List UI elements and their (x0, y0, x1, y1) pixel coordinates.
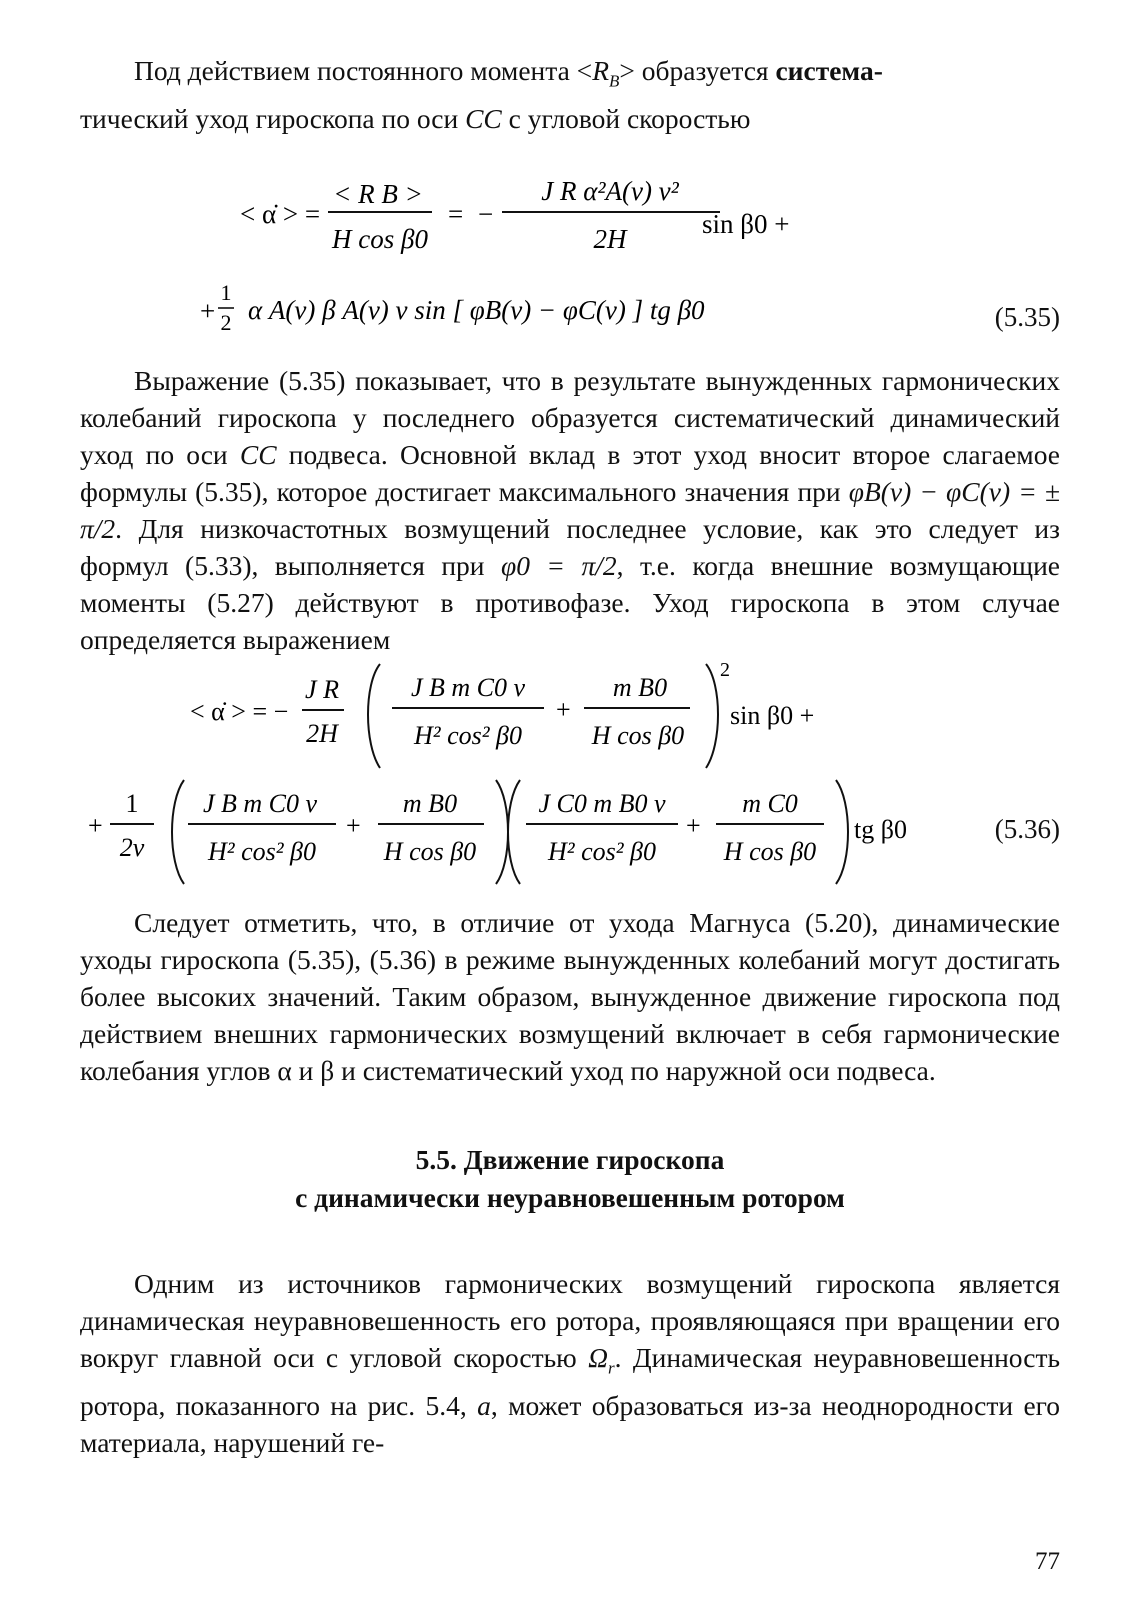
eq36-t2-den: H cos β0 (591, 721, 685, 750)
eq35-half-num: 1 (220, 280, 232, 305)
eq35-frac2-den: 2H (593, 224, 627, 254)
eq36-t2b-num: m B0 (402, 789, 458, 818)
eq36-tg-term: tg β0 (854, 815, 907, 844)
equation-number-5-36: (5.36) (994, 814, 1060, 844)
eq35-lhs: < α̇ > = (240, 199, 321, 229)
eq36-t1-num: J B m C0 ν (410, 673, 526, 702)
eq36-pow: 2 (720, 659, 730, 681)
eq36-plus-1: + (556, 695, 571, 724)
equation-number-5-35: (5.35) (994, 302, 1060, 332)
eq36-coef-num: J R (305, 675, 339, 704)
eq35-line2-prefix: + (200, 296, 216, 326)
paragraph-intro: Под действием постоянного момента $<R_B>$ образуется система- тический уход гироскопа по оси CC с угловой скоростью (80, 55, 883, 134)
equation-5-36 (80, 658, 1060, 898)
eq36-t1b-den: H² cos² β0 (208, 837, 316, 866)
section-heading (80, 1141, 1060, 1217)
eq36-l2-coef-den: 2ν (119, 833, 145, 862)
eq35-frac1-num: < R B > (333, 179, 423, 209)
eq35-minus: − (478, 199, 494, 229)
section-heading-line1: 5.5. Движение гироскопа (415, 1144, 725, 1175)
eq36-t2b-den: H cos β0 (383, 837, 477, 866)
equation-5-35 (80, 126, 1060, 332)
eq35-line2-body: α A(ν) β A(ν) ν sin [ φB(ν) − φC(ν) ] tg β0 (248, 295, 705, 325)
eq36-sin-term: sin β0 + (730, 701, 815, 730)
paragraph-unbalance: Одним из источников гармонических возмущений гироскопа является динамическая неуравновешенность его ротора, проявляющаяся при вращении его вокруг главной оси с угловой скоростью $\Omega_r$. Динамическая неуравновешенность ротора, показанного на рис. 5.4, а, может образоваться из-за неоднородности его материала, нарушений ге- (80, 1268, 1060, 1458)
eq36-lhs: < α̇ > = − (190, 697, 289, 726)
eq36-t1-den: H² cos² β0 (414, 721, 522, 750)
eq35-frac2-num: J R α²A(ν) ν² (541, 176, 679, 206)
page (80, 52, 1060, 1461)
section-heading-line2: с динамически неуравновешенным ротором (295, 1182, 845, 1213)
eq35-sin-term: sin β0 + (702, 209, 790, 239)
eq36-t4-num: m C0 (742, 789, 798, 818)
eq36-t1b-num: J B m C0 ν (202, 789, 318, 818)
eq36-plus-3: + (686, 811, 701, 840)
eq36-coef-den: 2H (306, 719, 338, 748)
eq36-t3-num: J C0 m B0 ν (538, 789, 666, 818)
eq36-t4-den: H cos β0 (723, 837, 817, 866)
eq36-l2-prefix: + (88, 811, 103, 840)
eq36-t3-den: H² cos² β0 (548, 837, 656, 866)
paragraph-explanation: Выражение (5.35) показывает, что в результате вынужденных гармонических колебаний гироскопа у последнего образуется систематический динамический уход по оси CC подвеса. Основной вклад в этот уход вносит второе слагаемое формулы (5.35), которое достигает максимального значения при φB(ν) − φC(ν) = ± π/2. Для низкочастотных возмущений последнее условие, как это следует из формул (5.33), выполняется при φ0 = π/2, т.е. когда внешние возмущающие моменты (5.27) действуют в противофазе. Уход гироскопа в этом случае определяется выражением (80, 365, 1060, 655)
eq36-l2-coef-num: 1 (125, 789, 139, 818)
eq35-half-den: 2 (220, 310, 232, 332)
eq35-eq-sign: = (448, 199, 464, 229)
eq35-frac1-den: H cos β0 (332, 224, 428, 254)
eq36-t2-num: m B0 (612, 673, 668, 702)
paragraph-conclusion: Следует отметить, что, в отличие от ухода Магнуса (5.20), динамические уходы гироскопа (5.35), (5.36) в режиме вынужденных колебаний могут достигать более высоких значений. Таким образом, вынужденное движение гироскопа под действием внешних гармонических возмущений включает в себя гармонические колебания углов α и β и систематический уход по наружной оси подвеса. (80, 907, 1060, 1086)
eq36-plus-2: + (346, 811, 361, 840)
page-number: 77 (1035, 1548, 1060, 1575)
